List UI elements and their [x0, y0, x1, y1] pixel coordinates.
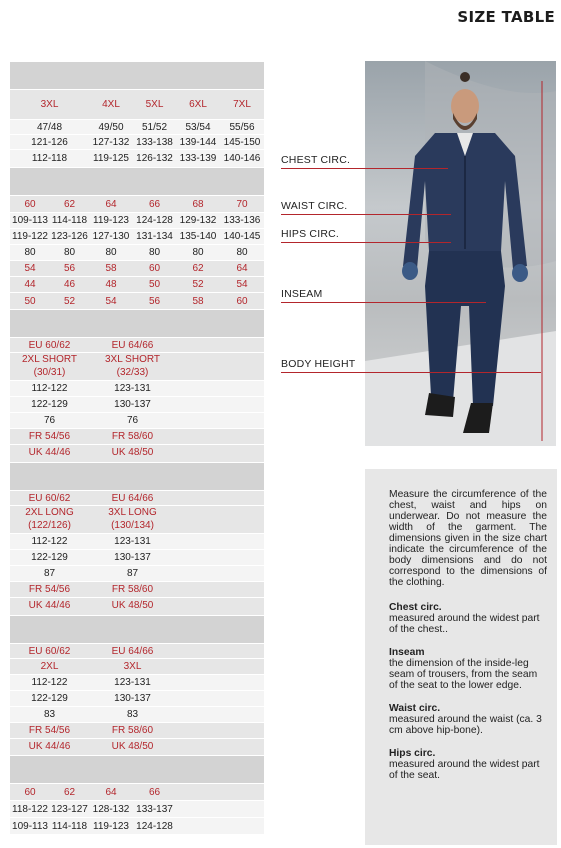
table-cell: 114-118: [51, 821, 88, 832]
measurement-info-box: [365, 469, 557, 845]
table-cell: 119-122: [12, 231, 48, 242]
table-row: [10, 429, 264, 445]
intro-text: Measure the circumference of the chest, waist and hips on underwear. Do not measure the width of the garment. The dimensions given in the size chart indicate the circumference of the body dimensions and do not correspond to the dimensions of the clothing.: [389, 489, 547, 588]
table-cell: FR 58/60: [111, 584, 154, 595]
table-cell: 76: [43, 415, 56, 426]
chest-callout-line: [281, 168, 448, 169]
waist-circ-label: WAIST CIRC.: [281, 200, 348, 212]
hips-info-text: measured around the widest part of the seat.: [389, 759, 540, 781]
waist-info: [389, 703, 547, 736]
size-cell: 62: [63, 199, 76, 210]
table-cell: 112-122: [31, 536, 68, 547]
table-row: [10, 675, 264, 691]
size-cell: 64: [105, 787, 117, 798]
table-row: [10, 691, 264, 707]
page-title: SIZE TABLE: [457, 8, 555, 26]
table-cell: 62: [192, 263, 204, 274]
hips-callout-line: [281, 242, 451, 243]
table-row: [10, 213, 264, 229]
table-cell: 133-138: [136, 137, 173, 148]
table-cell: 2XL LONG: [25, 507, 74, 518]
table-cell: EU 60/62: [28, 340, 71, 351]
table-row: [10, 644, 264, 659]
table-cell: 123-131: [114, 677, 151, 688]
table-cell: 2XL: [40, 661, 59, 672]
table-row: [10, 293, 264, 310]
table-row: [10, 381, 264, 397]
table-cell: 80: [236, 247, 248, 258]
chest-info-title: Chest circ.: [389, 602, 442, 613]
table-cell: 3XL: [123, 661, 142, 672]
table-cell: 135-140: [179, 231, 217, 242]
table-cell: FR 54/56: [28, 584, 71, 595]
table-cell: 122-129: [31, 552, 68, 563]
waist-info-title: Waist circ.: [389, 703, 441, 714]
size-cell: 62: [63, 787, 76, 798]
table-cell: EU 60/62: [28, 646, 71, 657]
table-cell: 118-122: [12, 804, 48, 815]
table-row: [10, 338, 264, 353]
table-cell: 50: [24, 296, 36, 307]
size-cell: 70: [236, 199, 248, 210]
table-cell: 129-132: [179, 215, 217, 226]
table-row: [10, 397, 264, 413]
table-cell: 127-132: [92, 137, 130, 148]
table-row: [10, 196, 264, 213]
size-cell: 68: [192, 199, 204, 210]
table-cell: 3XL SHORT: [104, 354, 161, 365]
table-cell: 58: [192, 296, 204, 307]
table-cell: 139-144: [179, 137, 217, 148]
table-cell: UK 48/50: [111, 600, 154, 611]
table-cell: 128-132: [92, 804, 130, 815]
table-row: [10, 120, 264, 135]
table-cell: 60: [148, 263, 161, 274]
table-cell: 122-129: [31, 399, 68, 410]
table-cell: 123-126: [51, 231, 88, 242]
table-row: [10, 366, 264, 381]
table-cell: 123-131: [114, 536, 151, 547]
table-cell: 80: [24, 247, 36, 258]
table-cell: 58: [105, 263, 117, 274]
table-row: [10, 598, 264, 616]
table-cell: 122-129: [31, 693, 68, 704]
table-cell: 80: [63, 247, 76, 258]
table-cell: 114-118: [51, 215, 88, 226]
table-cell: 49/50: [98, 122, 124, 133]
table-cell: 87: [126, 568, 139, 579]
table-row: [10, 445, 264, 463]
table-cell: 109-113: [12, 215, 48, 226]
table-row: [10, 519, 264, 534]
size-cell: 64: [105, 199, 117, 210]
table-cell: 133-137: [136, 804, 173, 815]
section-band: [10, 463, 264, 491]
table-cell: 145-150: [223, 137, 261, 148]
table-cell: 123-127: [51, 804, 88, 815]
table-cell: (130/134): [111, 520, 154, 531]
table-cell: 83: [126, 709, 139, 720]
section-band: [10, 168, 264, 196]
table-cell: 60: [236, 296, 248, 307]
table-cell: EU 64/66: [111, 493, 154, 504]
table-cell: 50: [148, 279, 161, 290]
table-cell: 48: [105, 279, 117, 290]
table-cell: (30/31): [33, 367, 66, 378]
table-cell: 76: [126, 415, 139, 426]
table-cell: 140-145: [223, 231, 261, 242]
table-cell: EU 64/66: [111, 646, 154, 657]
model-photo: [365, 61, 556, 446]
table-cell: EU 60/62: [28, 493, 71, 504]
table-cell: 133-136: [223, 215, 261, 226]
table-cell: 127-130: [92, 231, 130, 242]
table-cell: 52: [63, 296, 76, 307]
size-cell: 60: [24, 199, 36, 210]
table-cell: 83: [43, 709, 56, 720]
table-cell: 51/52: [141, 122, 168, 133]
section-band: [10, 310, 264, 338]
table-cell: 55/56: [229, 122, 255, 133]
table-row: [10, 659, 264, 675]
table-cell: UK 48/50: [111, 447, 154, 458]
table-cell: 130-137: [114, 552, 151, 563]
inseam-label: INSEAM: [281, 288, 323, 300]
table-row: [10, 229, 264, 245]
table-row: [10, 245, 264, 261]
table-cell: UK 48/50: [111, 741, 154, 752]
table-cell: UK 44/46: [28, 600, 71, 611]
table-cell: 2XL SHORT: [21, 354, 78, 365]
table-cell: FR 58/60: [111, 725, 154, 736]
table-row: [10, 277, 264, 293]
table-cell: 46: [63, 279, 76, 290]
table-row: [10, 550, 264, 566]
hips-info-title: Hips circ.: [389, 748, 436, 759]
table-cell: (32/33): [116, 367, 149, 378]
table-cell: FR 54/56: [28, 431, 71, 442]
table-cell: 124-128: [136, 821, 173, 832]
chest-info: [389, 602, 547, 635]
table-cell: 52: [192, 279, 204, 290]
size-cell: 6XL: [189, 99, 207, 110]
table-cell: 131-134: [136, 231, 173, 242]
table-cell: 54: [105, 296, 117, 307]
waist-info-text: measured around the waist (ca. 3 cm above hip-bone).: [389, 714, 542, 736]
size-cell: 66: [148, 787, 161, 798]
body-height-label: BODY HEIGHT: [281, 358, 356, 370]
table-cell: 140-146: [223, 153, 261, 164]
hips-info: [389, 748, 547, 781]
table-cell: FR 58/60: [111, 431, 154, 442]
table-cell: EU 64/66: [111, 340, 154, 351]
size-cell: 3XL: [40, 99, 59, 110]
table-cell: 54: [236, 279, 248, 290]
table-cell: (122/126): [28, 520, 71, 531]
table-row: [10, 353, 264, 366]
table-cell: 123-131: [114, 383, 151, 394]
table-cell: 109-113: [12, 821, 48, 832]
size-cell: 7XL: [233, 99, 251, 110]
table-cell: 64: [236, 263, 248, 274]
waist-callout-line: [281, 214, 451, 215]
table-cell: 56: [148, 296, 161, 307]
size-cell: 5XL: [145, 99, 164, 110]
table-row: [10, 818, 264, 835]
table-cell: UK 44/46: [28, 447, 71, 458]
table-cell: 119-123: [93, 215, 129, 226]
chest-info-text: measured around the widest part of the chest..: [389, 613, 540, 635]
table-cell: 112-122: [31, 383, 68, 394]
table-cell: FR 54/56: [28, 725, 71, 736]
inseam-info-text: the dimension of the inside-leg seam of trousers, from the seam of the seat to the lower edge.: [389, 658, 538, 691]
table-cell: 54: [24, 263, 36, 274]
model-illustration: [365, 61, 556, 446]
table-row: [10, 801, 264, 818]
table-cell: 112-122: [31, 677, 68, 688]
table-cell: UK 44/46: [28, 741, 71, 752]
inseam-info: [389, 647, 547, 691]
inseam-callout-line: [281, 302, 486, 303]
table-row: [10, 723, 264, 739]
table-cell: 80: [192, 247, 204, 258]
table-row: [10, 582, 264, 598]
table-cell: 80: [105, 247, 117, 258]
table-row: [10, 261, 264, 277]
table-row: [10, 739, 264, 756]
table-cell: 121-126: [31, 137, 68, 148]
inseam-info-title: Inseam: [389, 647, 425, 658]
hips-circ-label: HIPS CIRC.: [281, 228, 340, 240]
size-cell: 66: [148, 199, 161, 210]
chest-circ-label: CHEST CIRC.: [281, 154, 351, 166]
table-cell: 47/48: [36, 122, 63, 133]
table-cell: 87: [43, 568, 56, 579]
table-row: [10, 90, 264, 120]
table-cell: 133-139: [179, 153, 217, 164]
size-cell: 60: [24, 787, 36, 798]
section-band: [10, 62, 264, 90]
table-cell: 44: [24, 279, 36, 290]
table-cell: 3XL LONG: [108, 507, 157, 518]
table-row: [10, 150, 264, 168]
table-cell: 112-118: [31, 153, 68, 164]
table-cell: 53/54: [185, 122, 211, 133]
table-row: [10, 784, 264, 801]
section-band: [10, 616, 264, 644]
table-cell: 130-137: [114, 693, 151, 704]
body-height-callout-line: [281, 372, 541, 373]
table-row: [10, 491, 264, 506]
table-cell: 56: [63, 263, 76, 274]
table-row: [10, 506, 264, 519]
table-row: [10, 413, 264, 429]
size-table: [10, 62, 264, 835]
size-cell: 4XL: [102, 99, 120, 110]
table-row: [10, 534, 264, 550]
table-cell: 80: [148, 247, 161, 258]
table-cell: 130-137: [114, 399, 151, 410]
table-cell: 126-132: [136, 153, 173, 164]
table-row: [10, 135, 264, 150]
section-band: [10, 756, 264, 784]
table-cell: 124-128: [136, 215, 173, 226]
table-row: [10, 707, 264, 723]
table-cell: 119-123: [93, 821, 129, 832]
table-row: [10, 566, 264, 582]
table-cell: 119-125: [93, 153, 129, 164]
